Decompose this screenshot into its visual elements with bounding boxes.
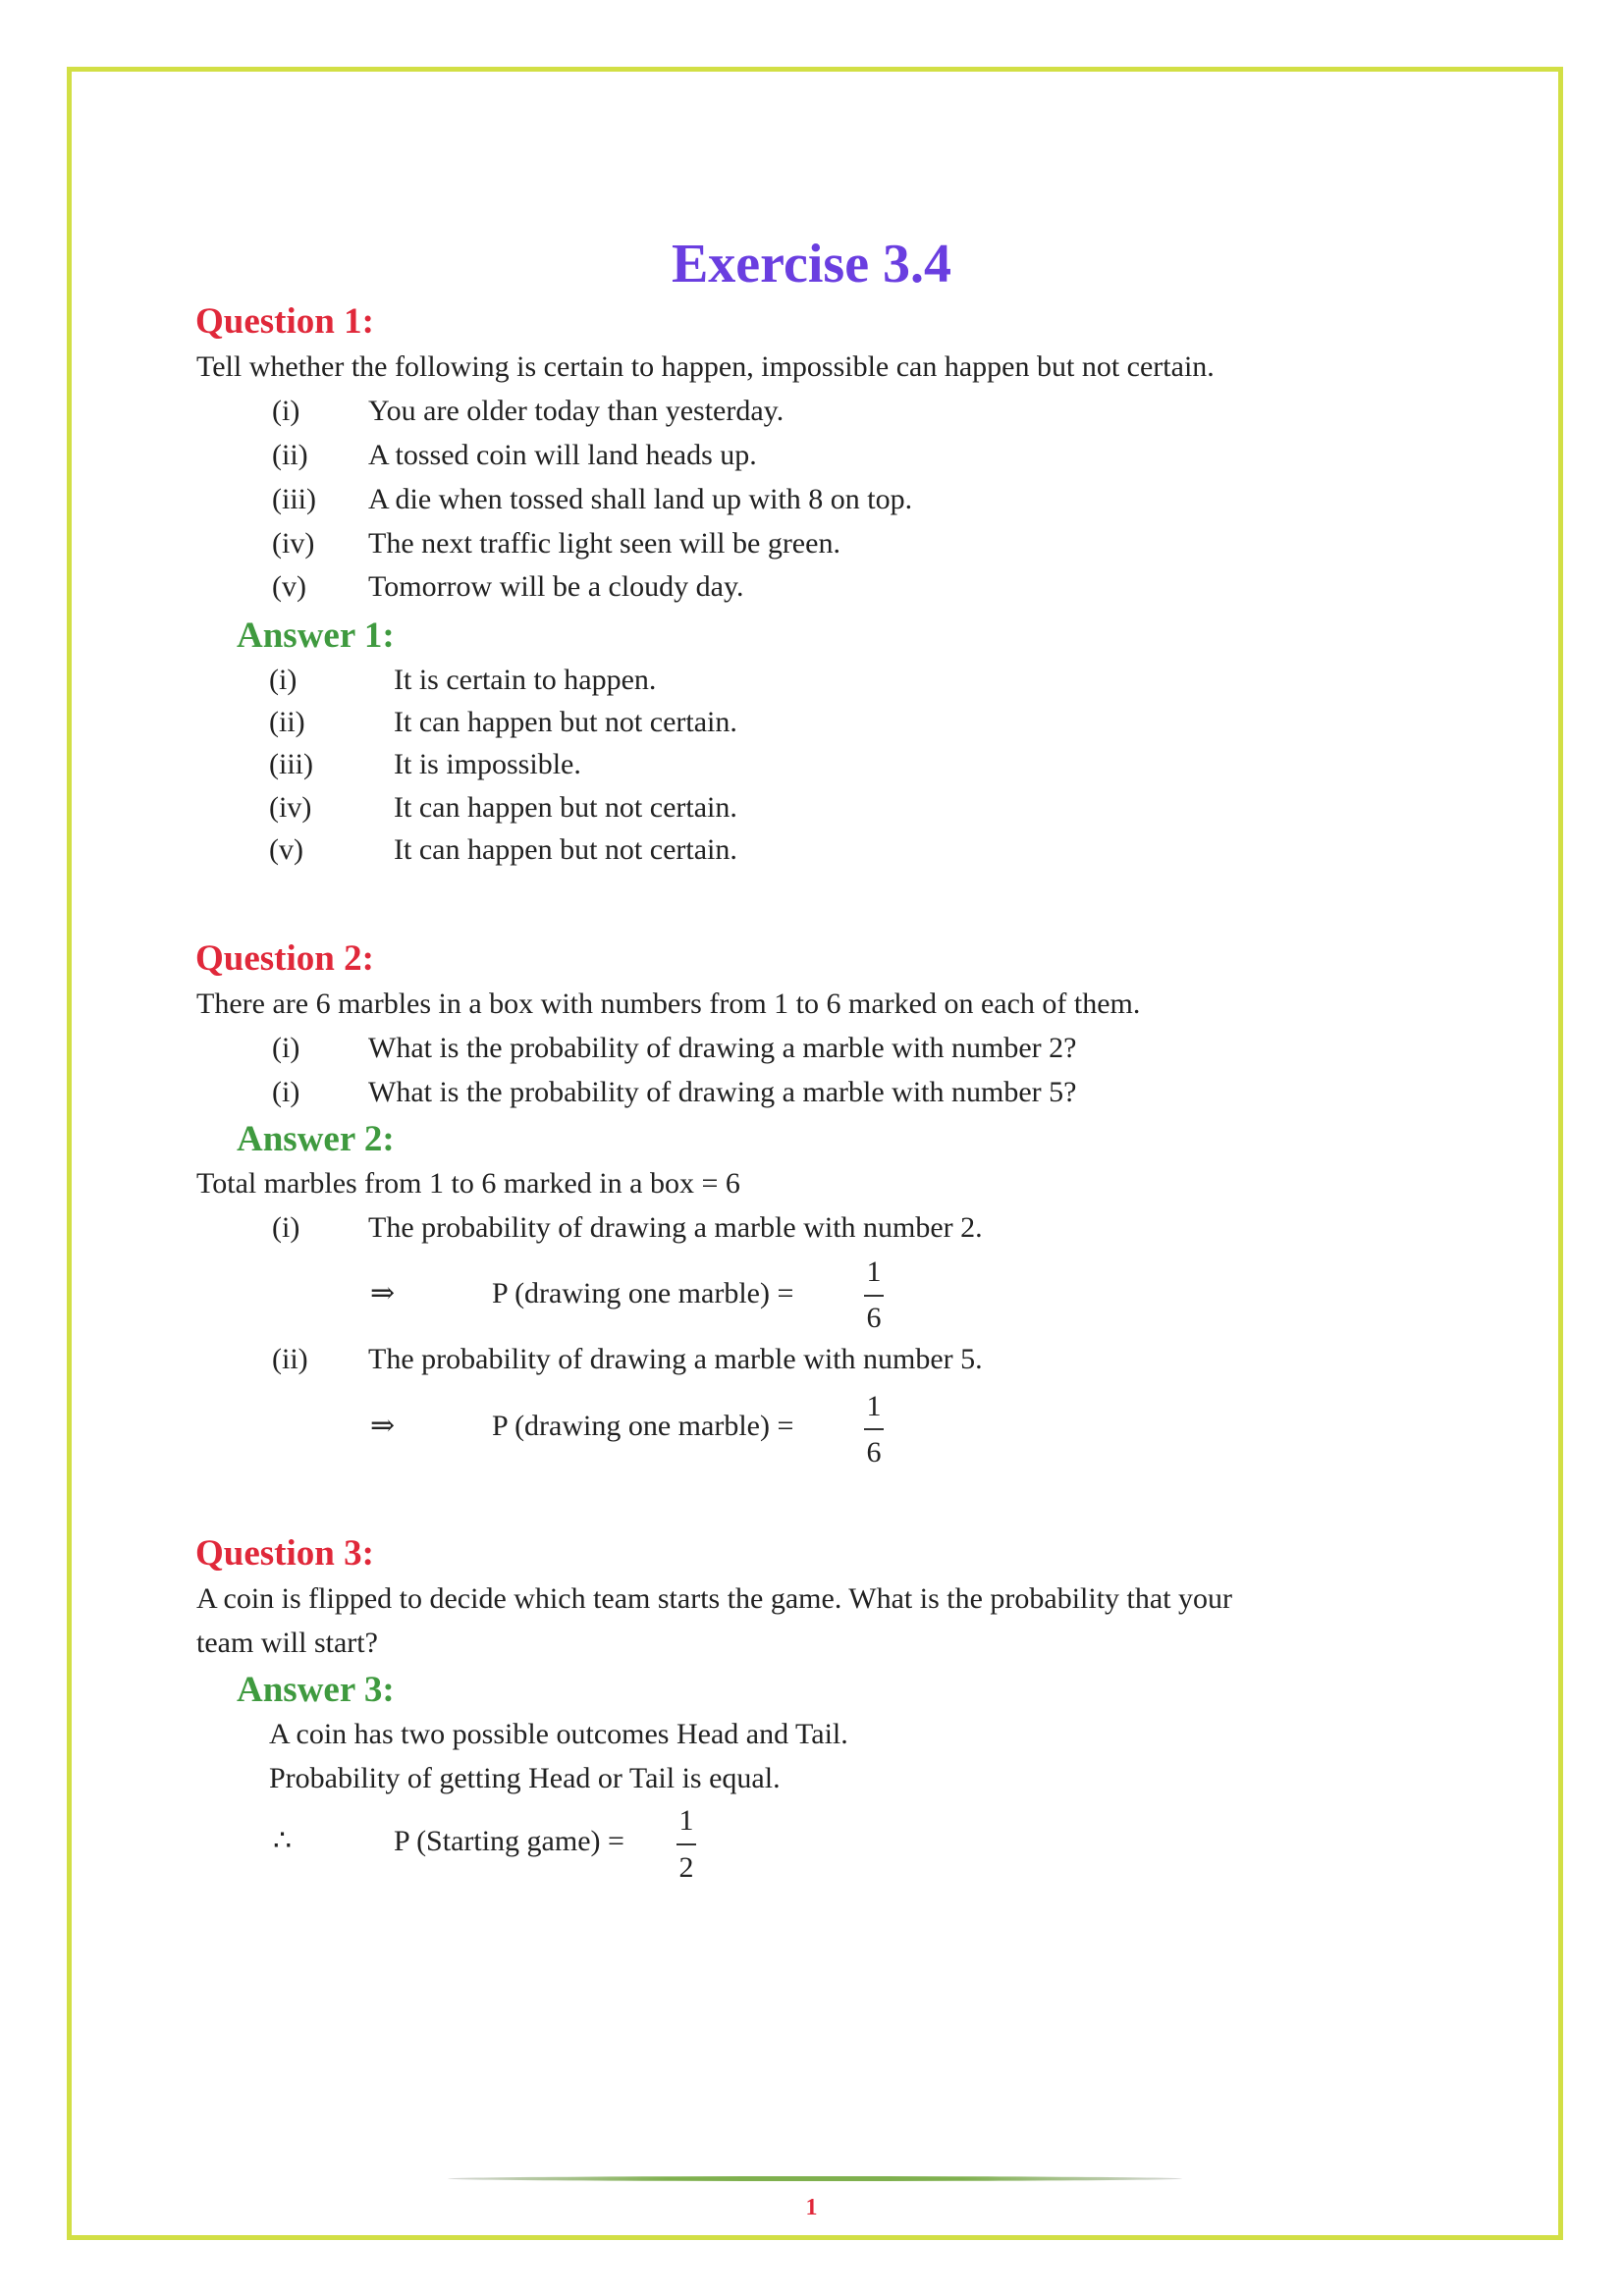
q2-item-text: What is the probability of drawing a marble with number 5? [368,1076,1077,1108]
q1-item-text: A die when tossed shall land up with 8 on top. [368,483,913,515]
page-title: Exercise 3.4 [671,234,952,294]
fraction-numerator: 1 [678,1804,694,1837]
q1-item-label: (iii) [272,483,316,515]
implies-arrow: ⇒ [370,1277,396,1309]
a1-item-text: It is certain to happen. [394,664,657,696]
a1-item-label: (ii) [269,706,305,738]
question-3-heading: Question 3: [195,1533,374,1574]
a2-part-label: (i) [272,1211,300,1244]
probability-expression: P (Starting game) = [394,1825,624,1857]
fraction-bar [676,1843,696,1845]
fraction-numerator: 1 [866,1390,882,1422]
question-2-heading: Question 2: [195,938,374,979]
implies-arrow: ⇒ [370,1410,396,1442]
q1-item-label: (v) [272,570,306,603]
q2-item-label: (i) [272,1076,300,1108]
question-2-text: There are 6 marbles in a box with numbers from 1 to 6 marked on each of them. [196,988,1141,1020]
fraction-denominator: 6 [866,1436,882,1468]
a1-item-label: (iii) [269,748,313,780]
fraction-bar [864,1428,884,1430]
probability-expression: P (drawing one marble) = [492,1410,794,1442]
q1-item-label: (ii) [272,439,308,471]
q2-item-label: (i) [272,1032,300,1064]
a1-item-label: (i) [269,664,298,696]
a1-item-text: It can happen but not certain. [394,791,737,824]
q1-item-text: You are older today than yesterday. [368,395,784,427]
question-1-heading: Question 1: [195,301,374,342]
answer-2-heading: Answer 2: [237,1119,395,1159]
fraction-bar [864,1295,884,1297]
a2-part-text: The probability of drawing a marble with number 2. [368,1211,983,1244]
a1-item-label: (v) [269,833,303,866]
fraction-numerator: 1 [866,1255,882,1288]
answer-3-line: Probability of getting Head or Tail is equal. [269,1762,781,1794]
answer-2-text: Total marbles from 1 to 6 marked in a box = 6 [196,1167,740,1200]
q1-item-text: Tomorrow will be a cloudy day. [368,570,744,603]
question-1-text: Tell whether the following is certain to happen, impossible can happen but not certain. [196,350,1215,383]
footer-divider [448,2176,1182,2181]
a1-item-text: It is impossible. [394,748,581,780]
therefore-symbol: ∴ [273,1825,293,1857]
a1-item-text: It can happen but not certain. [394,706,737,738]
a2-part-text: The probability of drawing a marble with number 5. [368,1343,983,1375]
probability-expression: P (drawing one marble) = [492,1277,794,1309]
question-3-text: A coin is flipped to decide which team starts the game. What is the probability that your [196,1582,1233,1615]
a2-part-label: (ii) [272,1343,308,1375]
q2-item-text: What is the probability of drawing a marble with number 2? [368,1032,1077,1064]
fraction-denominator: 6 [866,1302,882,1334]
q1-item-text: A tossed coin will land heads up. [368,439,757,471]
q1-item-label: (i) [272,395,300,427]
question-3-text-cont: team will start? [196,1627,378,1659]
answer-1-heading: Answer 1: [237,615,395,656]
fraction-denominator: 2 [678,1851,694,1884]
answer-3-heading: Answer 3: [237,1670,395,1710]
q1-item-label: (iv) [272,527,315,560]
q1-item-text: The next traffic light seen will be green. [368,527,840,560]
answer-3-line: A coin has two possible outcomes Head and Tail. [269,1718,848,1750]
a1-item-text: It can happen but not certain. [394,833,737,866]
page-number: 1 [805,2195,818,2220]
a1-item-label: (iv) [269,791,312,824]
